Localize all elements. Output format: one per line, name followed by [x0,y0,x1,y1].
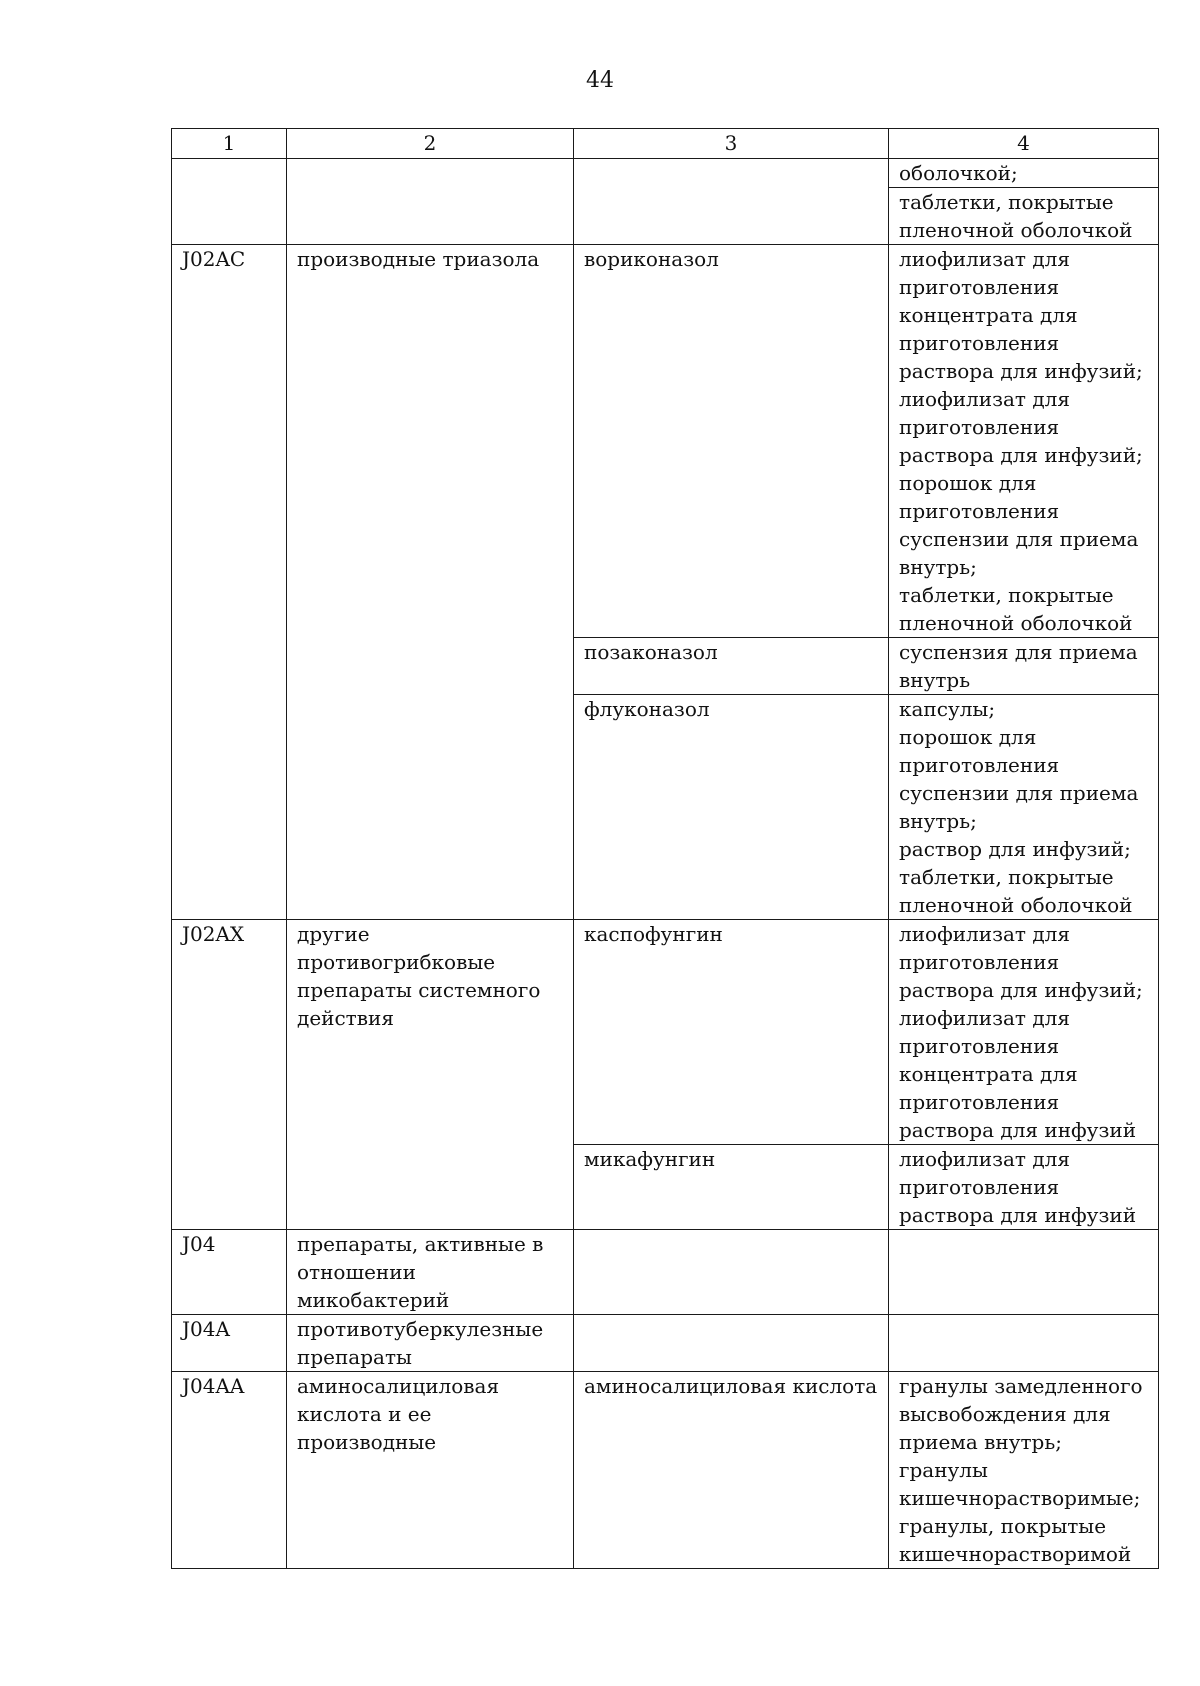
column-number-1: 1 [172,129,287,159]
table-row [172,920,1159,1145]
column-number-2: 2 [287,129,574,159]
drug-name-cell: микафунгин [574,1145,889,1230]
table-row [172,1372,1159,1569]
page-number: 44 [586,68,614,93]
atc-code-cell: J04AA [172,1372,287,1569]
drug-name-cell: вориконазол [574,245,889,638]
group-name-cell [287,159,574,245]
table-row [172,1230,1159,1315]
drug-name-cell [574,1315,889,1372]
column-number-4: 4 [889,129,1159,159]
drug-table [171,128,1159,1569]
group-name-cell: производные триазола [287,245,574,920]
table-row [172,245,1159,638]
column-number-3: 3 [574,129,889,159]
group-name-cell: другие противогрибковые препараты системного действия [287,920,574,1230]
atc-code-cell [172,159,287,245]
dosage-form-cell: оболочкой; [889,159,1159,188]
drug-name-cell: каспофунгин [574,920,889,1145]
dosage-form-cell: таблетки, покрытые пленочной оболочкой [889,188,1159,245]
group-name-cell: препараты, активные в отношении микобактерий [287,1230,574,1315]
atc-code-cell: J04A [172,1315,287,1372]
drug-name-cell: позаконазол [574,638,889,695]
table-row [172,1315,1159,1372]
dosage-form-cell [889,1315,1159,1372]
group-name-cell: аминосалициловая кислота и ее производные [287,1372,574,1569]
group-name-cell: противотуберкулезные препараты [287,1315,574,1372]
atc-code-cell: J02AC [172,245,287,920]
dosage-form-cell: суспензия для приема внутрь [889,638,1159,695]
dosage-form-cell: лиофилизат для приготовления раствора для инфузий [889,1145,1159,1230]
dosage-form-cell: лиофилизат для приготовления концентрата для приготовления раствора для инфузий; лиофилизат для приготовления раствора для инфузий; порошок для приготовления суспензии для приема внутрь; таблетки, покрытые пленочной оболочкой [889,245,1159,638]
dosage-form-cell: гранулы замедленного высвобождения для приема внутрь; гранулы кишечнорастворимые; гранулы, покрытые кишечнорастворимой [889,1372,1159,1569]
dosage-form-cell: лиофилизат для приготовления раствора для инфузий; лиофилизат для приготовления концентрата для приготовления раствора для инфузий [889,920,1159,1145]
drug-name-cell [574,1230,889,1315]
table-row [172,159,1159,188]
atc-code-cell: J02AX [172,920,287,1230]
header-row [172,129,1159,159]
dosage-form-cell: капсулы; порошок для приготовления суспензии для приема внутрь; раствор для инфузий; таблетки, покрытые пленочной оболочкой [889,695,1159,920]
atc-code-cell: J04 [172,1230,287,1315]
drug-name-cell [574,159,889,245]
drug-name-cell: флуконазол [574,695,889,920]
drug-name-cell: аминосалициловая кислота [574,1372,889,1569]
dosage-form-cell [889,1230,1159,1315]
